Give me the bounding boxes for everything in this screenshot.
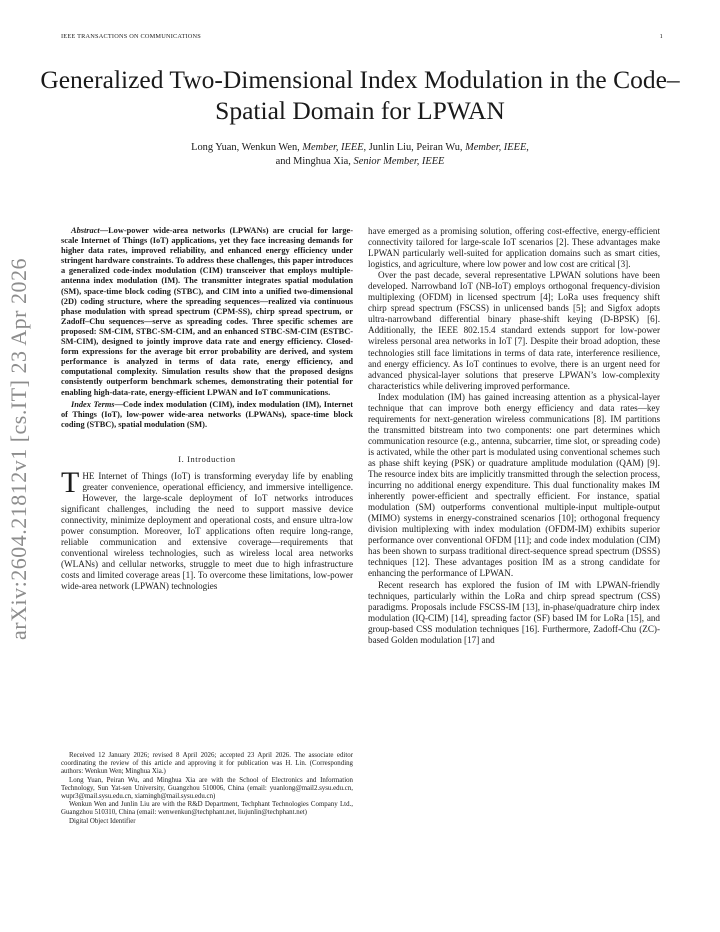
- right-paragraph-1: have emerged as a promising solution, offering cost-effective, energy-efficient connectivity tailored for large-scale IoT scenarios [2]. These advantages make LPWAN particularly well-suited for application domains such as smart cities, logistics, and agriculture, where low power and low cost are critical [3].: [368, 226, 660, 270]
- drop-cap: T: [61, 465, 80, 499]
- section-heading-introduction: I. Introduction: [178, 454, 236, 464]
- abstract: Abstract—Low-power wide-area networks (LPWANs) are crucial for large-scale Internet of Things (IoT) applications, yet they face increasing demands for higher data rates, improved reliability, and enhanced energy efficiency under stringent hardware constraints. To address these challenges, this paper introduces a generalized code-index modulation (CIM) transceiver that employs multiple-antenna index modulation (IM). The transmitter integrates spatial modulation (SM), space-time block coding (STBC), and CIM into a unified two-dimensional (2D) coding structure, where the spreading sequences—realized via continuous phase modulation with spread spectrum (CPM-SS), chirp spread spectrum, or Zadoff–Chu sequences—serve as spreading codes. Three specific schemes are proposed: SM-CIM, STBC-SM-CIM, and an enhanced STBC-SM-CIM (ESTBC-SM-CIM), designed to jointly improve data rate and energy efficiency. Closed-form expressions for the average bit error probability are derived, and system performance is analyzed in terms of data rate, energy efficiency, and computational complexity. Simulation results show that the proposed designs consistently outperform benchmark schemes, demonstrating their potential for enabling high-data-rate, energy-efficient LPWAN and IoT communications.: [61, 226, 353, 397]
- running-head: [61, 33, 663, 40]
- arxiv-stamp: arXiv:2604.21812v1 [cs.IT] 23 Apr 2026: [6, 258, 31, 640]
- footnote-doi: Digital Object Identifier: [69, 817, 136, 825]
- author-list: [60, 141, 660, 169]
- footnote-affiliation-techphant: Wenkun Wen and Junlin Liu are with the R&D Department, Techphant Technologies Company Ltd., Guangzhou 510310, China (email: wenwenkun@techphant.net, liujunlin@techphant.net): [61, 801, 353, 817]
- index-terms: Index Terms—Code index modulation (CIM), index modulation (IM), Internet of Things (IoT), low-power wide-area networks (LPWANs), space-time block coding (STBC), spatial modulation (SM).: [61, 399, 353, 429]
- footnotes: [61, 752, 353, 826]
- left-column: [61, 226, 353, 592]
- intro-paragraph-1: THE Internet of Things (IoT) is transforming everyday life by enabling greater convenience, operational efficiency, and immersive intelligence. However, the large-scale deployment of IoT networks introduces significant challenges, including the need to support massive device connectivity, minimize deployment and operational costs, and ensure ultra-low power consumption. Moreover, IoT applications often require long-range, reliable communication and extensive coverage—requirements that conventional wireless technologies, such as wireless local area networks (WLANs) and cellular networks, struggle to meet due to high infrastructure costs and limited coverage areas [1]. To overcome these limitations, low-power wide-area network (LPWAN) technologies: [61, 465, 353, 592]
- journal-name: IEEE TRANSACTIONS ON COMMUNICATIONS: [61, 33, 201, 40]
- author-line-1: Long Yuan, Wenkun Wen, Member, IEEE, Junlin Liu, Peiran Wu, Member, IEEE,: [191, 142, 529, 153]
- right-paragraph-4: Recent research has explored the fusion of IM with LPWAN-friendly techniques, particularly within the LoRa and chirp spread spectrum (CSS) paradigms. Proposals include FSCSS-IM [13], in-phase/quadrature chirp index modulation (IQ-CIM) [14], spreading factor (SF) based IM for LoRa [15], and group-based CSS modulation techniques [16]. Furthermore, Zadoff-Chu (ZC)-based Golden modulation [17] and: [368, 579, 660, 645]
- paper-title: Generalized Two-Dimensional Index Modulation in the Code–Spatial Domain for LPWAN: [40, 65, 680, 125]
- footnote-received: Received 12 January 2026; revised 8 April 2026; accepted 23 April 2026. The associate editor coordinating the review of this article and approving it for publication was H. Lin. (Corresponding authors: Wenkun Wen; Minghua Xia.): [61, 752, 353, 776]
- page-number: 1: [659, 33, 663, 40]
- right-paragraph-3: Index modulation (IM) has gained increasing attention as a physical-layer technique that can improve both energy efficiency and data rates—key requirements for next-generation wireless communications [8]. IM partitions the transmitted bitstream into two components: one part determines which communication resource (e.g., antenna, subcarrier, time slot, or spreading code) is activated, while the other part is modulated using conventional schemes such as phase shift keying (PSK) or quadrature amplitude modulation (QAM) [9]. The resource index bits are implicitly transmitted through the selection process, incurring no additional energy expenditure. This dual functionality makes IM inherently power-efficient and spectrally efficient. For instance, spatial modulation (SM) outperforms conventional multiple-input multiple-output (MIMO) systems in energy-constrained scenarios [10]; orthogonal frequency division multiplexing with index modulation (OFDM-IM) exhibits superior performance over conventional OFDM [11]; and code index modulation (CIM) has been shown to surpass traditional direct-sequence spread spectrum (DSSS) techniques [12]. These advantages position IM as a strong candidate for enhancing the performance of LPWAN.: [368, 391, 660, 579]
- right-paragraph-2: Over the past decade, several representative LPWAN solutions have been developed. Narrowband IoT (NB-IoT) employs orthogonal frequency-division multiplexing (OFDM) in licensed spectrum [4]; LoRa uses frequency shift chirp spread spectrum (FSCSS) in unlicensed bands [5]; and Sigfox adopts ultra-narrowband differential binary phase-shift keying (D-BPSK) [6]. Additionally, the IEEE 802.15.4 standard extends support for low-power wireless personal area networks in IoT [7]. Despite their broad adoption, these technologies still face limitations in terms of data rate, interference resilience, and energy efficiency. As IoT continues to evolve, there is an urgent need for advanced physical-layer solutions that preserve LPWAN’s low-complexity characteristics while delivering improved performance.: [368, 270, 660, 391]
- right-column: [368, 226, 660, 646]
- footnote-affiliation-sysu: Long Yuan, Peiran Wu, and Minghua Xia are with the School of Electronics and Information Technology, Sun Yat-sen University, Guangzhou 510006, China (email: yuanlong@mail2.sysu.edu.cn, wupr3@mail.sysu.edu.cn, xiamingh@mail.sysu.edu.cn): [61, 776, 353, 801]
- author-line-2: and Minghua Xia, Senior Member, IEEE: [275, 156, 445, 167]
